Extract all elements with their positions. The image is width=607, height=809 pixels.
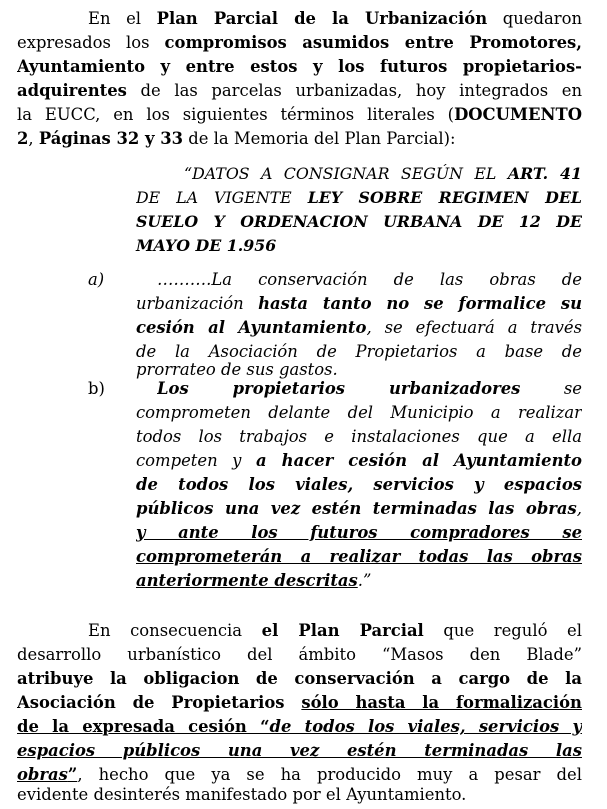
text-line: espacios públicos una vez estén terminadas las [17,741,582,760]
list-marker-b: b) [88,379,105,398]
text-line: ……….La conservación de las obras de [157,270,582,289]
text-line: Los propietarios urbanizadores se [157,379,582,398]
text-line: “DATOS A CONSIGNAR SEGÚN EL ART. 41 [184,164,582,183]
text-line: MAYO DE 1.956 [136,236,277,255]
text-line: comprometerán a realizar todas las obras [136,547,582,566]
text-line: desarrollo urbanístico del ámbito “Masos den Blade” [17,645,582,664]
text-line: competen y a hacer cesión al Ayuntamiento [136,451,582,470]
text-line: DE LA VIGENTE LEY SOBRE REGIMEN DEL [136,188,582,207]
text-line: de todos los viales, servicios y espacios [136,475,582,494]
text-line: Asociación de Propietarios sólo hasta la formalización [17,693,582,712]
text-line: evidente desinterés manifestado por el Ayuntamiento. [17,785,467,804]
text-line: adquirentes de las parcelas urbanizadas, hoy integrados en [17,81,582,100]
text-line: y ante los futuros compradores se [136,523,582,542]
text-line: expresados los compromisos asumidos entre Promotores, [17,33,582,52]
text-line: En consecuencia el Plan Parcial que reguló el [88,621,582,640]
text-line: de la Asociación de Propietarios a base de [136,342,582,361]
text-line: urbanización hasta tanto no se formalice su [136,294,582,313]
text-line: Ayuntamiento y entre estos y los futuros propietarios- [17,57,582,76]
text-line: prorrateo de sus gastos. [136,360,338,379]
text-line: obras”, hecho que ya se ha producido muy a pesar del [17,765,582,784]
text-line: En el Plan Parcial de la Urbanización quedaron [88,9,582,28]
list-marker-a: a) [88,270,105,289]
text-line: SUELO Y ORDENACION URBANA DE 12 DE [136,212,582,231]
text-line: todos los trabajos e instalaciones que a ella [136,427,582,446]
text-line: cesión al Ayuntamiento, se efectuará a través [136,318,582,337]
text-line: la EUCC, en los siguientes términos literales (DOCUMENTO [17,105,582,124]
text-line: de la expresada cesión “de todos los viales, servicios y [17,717,582,736]
text-line: anteriormente descritas.” [136,571,372,590]
text-line: comprometen delante del Municipio a realizar [136,403,582,422]
text-line: atribuye la obligacion de conservación a cargo de la [17,669,582,688]
text-line: 2, Páginas 32 y 33 de la Memoria del Plan Parcial): [17,129,456,148]
text-line: públicos una vez estén terminadas las obras, [136,499,582,518]
